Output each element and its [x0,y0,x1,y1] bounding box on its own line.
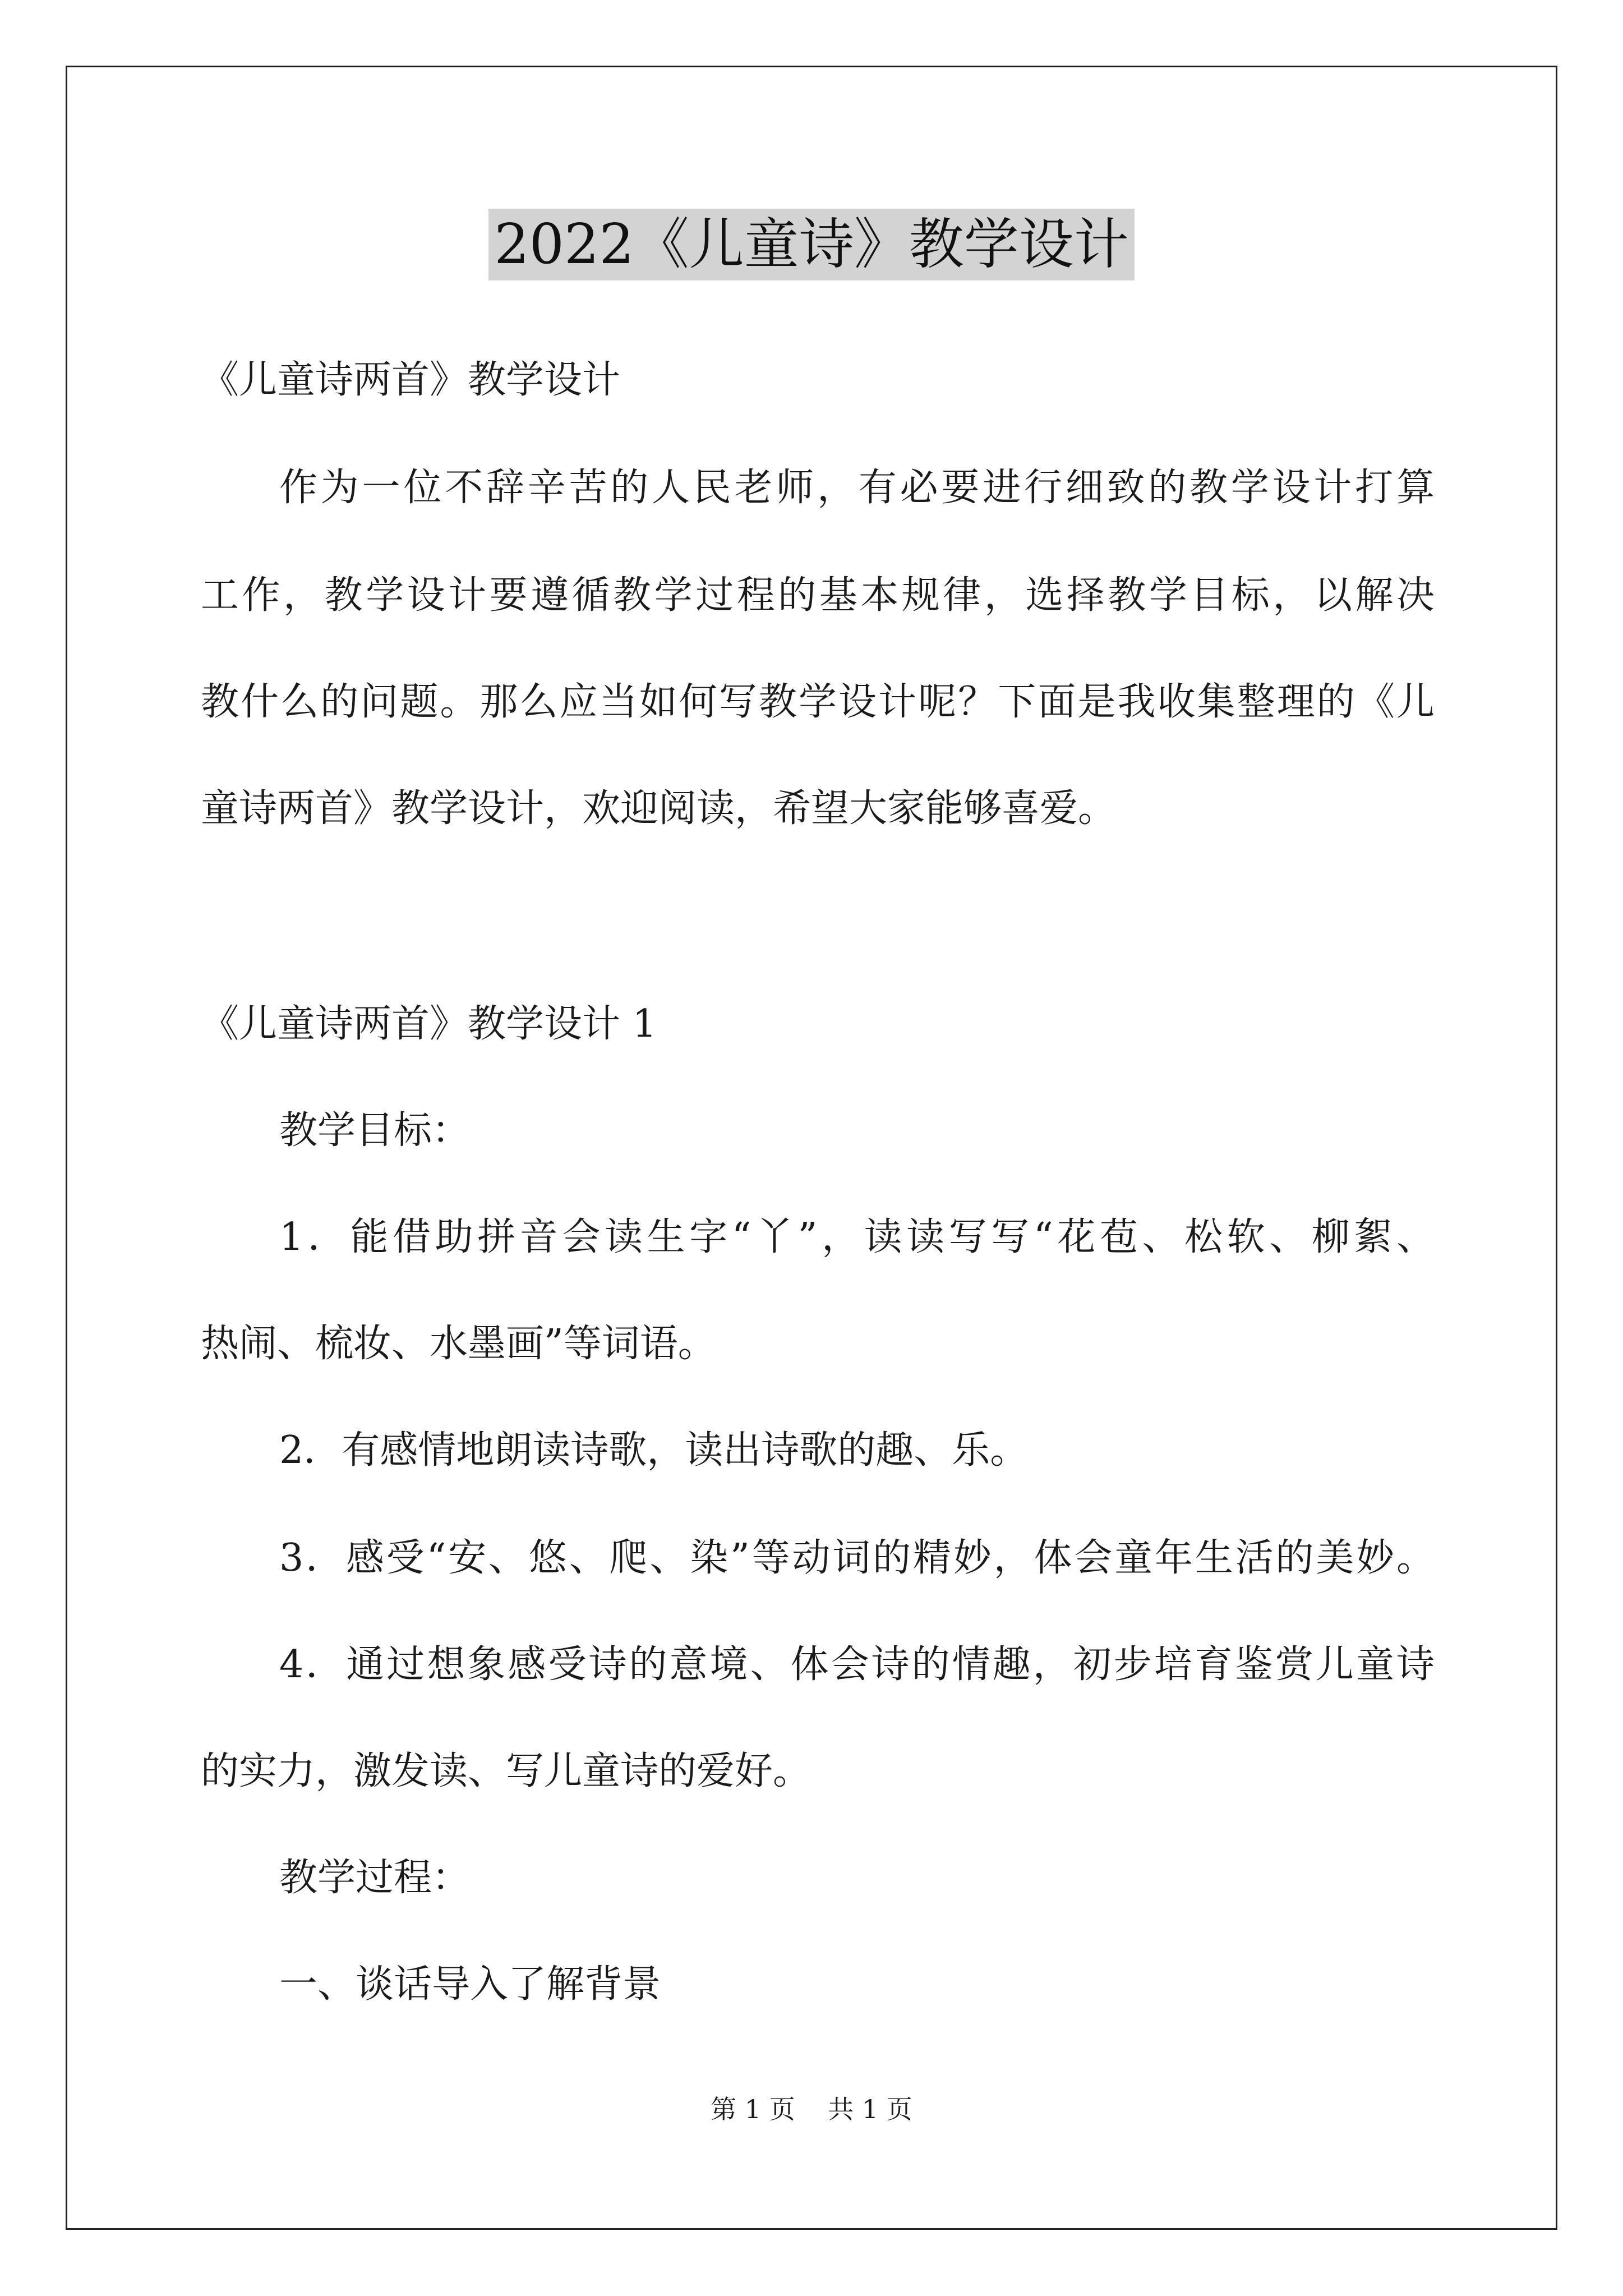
intro-paragraph-line-1: 作为一位不辞辛苦的人民老师，有必要进行细致的教学设计打算 [279,466,1435,510]
goal-3: 3．感受“安、悠、爬、染”等动词的精妙，体会童年生活的美妙。 [279,1536,1435,1580]
document-title: 2022《儿童诗》教学设计 [488,209,1134,280]
intro-paragraph-line-3: 教什么的问题。那么应当如何写教学设计呢？下面是我收集整理的《儿 [201,680,1435,724]
step-1-heading: 一、谈话导入了解背景 [279,1962,661,2007]
goals-label: 教学目标： [279,1108,471,1153]
goal-4-line-2: 的实力，激发读、写儿童诗的爱好。 [201,1749,811,1793]
goal-2: 2．有感情地朗读诗歌，读出诗歌的趣、乐。 [279,1428,1029,1473]
section-heading: 《儿童诗两首》教学设计 1 [201,1002,657,1046]
goal-1-line-2: 热闹、梳妆、水墨画”等词语。 [201,1322,716,1366]
page-footer: 第 1 页 共 1 页 [711,2094,912,2124]
intro-paragraph-line-4: 童诗两首》教学设计，欢迎阅读，希望大家能够喜爱。 [201,786,1117,831]
goal-4-line-1: 4．通过想象感受诗的意境、体会诗的情趣，初步培育鉴赏儿童诗 [279,1642,1435,1687]
intro-heading: 《儿童诗两首》教学设计 [201,358,621,402]
intro-paragraph-line-2: 工作，教学设计要遵循教学过程的基本规律，选择教学目标，以解决 [201,573,1435,618]
process-label: 教学过程： [279,1856,471,1900]
goal-1-line-1: 1．能借助拼音会读生字“丫”，读读写写“花苞、松软、柳絮、 [279,1215,1435,1259]
title-container [0,209,1623,280]
